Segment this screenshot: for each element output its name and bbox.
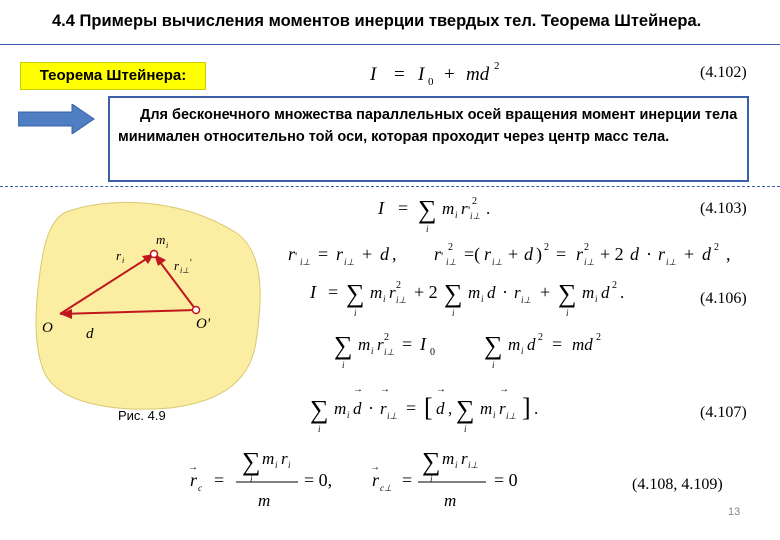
- svg-text:md: md: [466, 64, 490, 85]
- right-arrow-icon: [18, 104, 96, 134]
- eqno-4-107: (4.107): [700, 404, 747, 421]
- svg-text:.: .: [486, 199, 491, 218]
- svg-text:i: i: [426, 224, 429, 234]
- svg-text:,: ,: [726, 244, 731, 264]
- svg-text:i: i: [455, 210, 458, 220]
- figure-caption: Рис. 4.9: [118, 408, 166, 423]
- svg-text:d: d: [527, 335, 536, 354]
- svg-text:∑: ∑: [422, 447, 441, 476]
- svg-text:i: i: [354, 308, 357, 318]
- svg-text:d: d: [353, 399, 362, 418]
- svg-text:i⊥: i⊥: [300, 257, 311, 267]
- page-title: 4.4 Примеры вычисления моментов инерции твердых тел. Теорема Штейнера.: [52, 12, 702, 30]
- svg-text:r: r: [190, 470, 198, 490]
- svg-text:=: =: [328, 282, 339, 302]
- equation-4-106: [300, 274, 680, 320]
- svg-text:·: ·: [368, 398, 374, 418]
- svg-text:': ': [190, 258, 192, 269]
- svg-text:c: c: [198, 483, 202, 493]
- svg-text:': ': [295, 249, 298, 263]
- svg-text:2: 2: [544, 242, 549, 253]
- svg-text:d: d: [487, 283, 496, 302]
- label-mi: m: [156, 232, 166, 247]
- svg-text:i: i: [455, 460, 458, 470]
- svg-text:2: 2: [448, 242, 453, 253]
- svg-text:2: 2: [472, 196, 477, 207]
- svg-text:→: →: [188, 462, 198, 473]
- svg-text:r: r: [499, 399, 506, 418]
- svg-text:→: →: [353, 384, 363, 395]
- eqno-4-102: (4.102): [700, 64, 747, 81]
- svg-text:i⊥: i⊥: [468, 460, 479, 470]
- svg-text:r: r: [372, 470, 380, 490]
- svg-text:i⊥: i⊥: [446, 257, 457, 267]
- svg-text:+: +: [684, 244, 695, 264]
- svg-text:m: m: [334, 399, 347, 418]
- svg-text:I: I: [420, 334, 426, 354]
- svg-text:I: I: [418, 64, 425, 85]
- svg-text:m: m: [262, 449, 275, 468]
- svg-text:I: I: [310, 282, 316, 302]
- svg-text:r: r: [434, 244, 442, 264]
- page-number: 13: [728, 506, 741, 518]
- svg-text:∑: ∑: [310, 395, 329, 424]
- svg-text:d: d: [436, 399, 445, 418]
- eqno-4-108-4-109: (4.108, 4.109): [632, 476, 723, 493]
- svg-text:i: i: [430, 474, 433, 484]
- svg-text:m: m: [370, 283, 383, 302]
- svg-text:→: →: [499, 384, 509, 395]
- svg-text:∑: ∑: [334, 331, 353, 360]
- svg-text:2: 2: [596, 332, 601, 343]
- svg-text:= 0: = 0: [494, 470, 518, 490]
- svg-text:i⊥: i⊥: [470, 211, 481, 221]
- svg-text:i: i: [371, 346, 374, 356]
- svg-text:r: r: [461, 199, 468, 218]
- label-o-prime: O': [196, 316, 211, 332]
- svg-text:→: →: [380, 384, 390, 395]
- svg-text:m: m: [468, 283, 481, 302]
- svg-text:=: =: [214, 470, 225, 490]
- svg-text:i: i: [493, 410, 496, 420]
- svg-text:i: i: [481, 294, 484, 304]
- svg-text:i: i: [288, 460, 291, 470]
- svg-text:r: r: [336, 244, 344, 264]
- svg-text:2: 2: [714, 242, 719, 253]
- svg-text:i: i: [464, 424, 467, 434]
- svg-text:=(: =(: [464, 244, 481, 264]
- svg-text:m: m: [258, 491, 271, 510]
- svg-text:∑: ∑: [484, 331, 503, 360]
- svg-text:∑: ∑: [418, 195, 437, 224]
- svg-text:.: .: [534, 399, 539, 418]
- svg-text:m: m: [508, 335, 521, 354]
- svg-text:r: r: [658, 244, 666, 264]
- svg-text:i⊥: i⊥: [506, 411, 517, 421]
- svg-text:m: m: [358, 335, 371, 354]
- svg-text:d: d: [702, 244, 711, 264]
- svg-text:i⊥: i⊥: [180, 266, 190, 275]
- svg-text:·: ·: [646, 244, 652, 264]
- svg-text:+ 2: + 2: [600, 244, 624, 264]
- equation-4-102: [360, 56, 520, 90]
- svg-text:i: i: [166, 241, 169, 250]
- svg-text:m: m: [442, 199, 455, 218]
- svg-text:0: 0: [428, 76, 434, 88]
- point-mi: [151, 251, 158, 258]
- svg-text:·: ·: [502, 282, 508, 302]
- svg-text:i: i: [383, 294, 386, 304]
- svg-text:[: [: [424, 393, 433, 422]
- svg-text:∑: ∑: [242, 447, 261, 476]
- svg-text:i⊥: i⊥: [396, 295, 407, 305]
- svg-text:i⊥: i⊥: [521, 295, 532, 305]
- svg-text:+: +: [508, 244, 519, 264]
- svg-text:m: m: [444, 491, 457, 510]
- svg-text:∑: ∑: [346, 279, 365, 308]
- svg-text:r: r: [377, 335, 384, 354]
- svg-text:r: r: [380, 399, 387, 418]
- label-ri: r: [116, 248, 122, 263]
- eqno-4-103: (4.103): [700, 200, 747, 217]
- svg-text:i⊥: i⊥: [384, 347, 395, 357]
- svg-text:c⊥: c⊥: [380, 483, 392, 493]
- equation-4-107: [306, 380, 566, 440]
- svg-text:': ': [441, 249, 444, 263]
- svg-text:i: i: [452, 308, 455, 318]
- svg-text:2: 2: [396, 280, 401, 291]
- svg-text:r: r: [514, 283, 521, 302]
- svg-text:i⊥: i⊥: [344, 257, 355, 267]
- label-d: d: [86, 326, 94, 342]
- svg-text:=: =: [394, 64, 405, 85]
- svg-text:i: i: [566, 308, 569, 318]
- point-o-prime: [193, 307, 200, 314]
- svg-text:0: 0: [430, 347, 435, 358]
- svg-text:i: i: [521, 346, 524, 356]
- eqno-4-106: (4.106): [700, 290, 747, 307]
- svg-text:': ': [468, 203, 471, 217]
- svg-text:d: d: [380, 244, 389, 264]
- theorem-statement: Для бесконечного множества параллельных осей вращения момент инерции тела минимален относительно той оси, которая проходит через центр масс тела.: [118, 107, 738, 145]
- svg-text:2: 2: [494, 60, 500, 72]
- theorem-statement-box: [108, 96, 749, 182]
- svg-text:2: 2: [584, 242, 589, 253]
- svg-text:i: i: [275, 460, 278, 470]
- svg-text:): ): [536, 244, 542, 264]
- label-o: O: [42, 320, 53, 336]
- svg-text:r: r: [576, 244, 584, 264]
- equation-sum-identities: [330, 326, 650, 372]
- svg-text:md: md: [572, 335, 593, 354]
- svg-text:=: =: [556, 244, 567, 264]
- svg-text:i⊥: i⊥: [584, 257, 595, 267]
- svg-text:I: I: [370, 64, 377, 85]
- title-rule: [0, 44, 780, 45]
- svg-text:= 0,: = 0,: [304, 470, 333, 490]
- svg-text:=: =: [398, 198, 409, 218]
- svg-text:i⊥: i⊥: [666, 257, 677, 267]
- svg-text:r: r: [281, 449, 288, 468]
- svg-text:i: i: [318, 424, 321, 434]
- equation-r-prime: [284, 236, 774, 274]
- svg-text:i: i: [122, 256, 125, 265]
- svg-text:.: .: [620, 283, 625, 302]
- svg-text:i: i: [347, 410, 350, 420]
- svg-text:,: ,: [448, 399, 453, 418]
- theorem-badge: Теорема Штейнера:: [20, 62, 206, 90]
- svg-text:r: r: [389, 283, 396, 302]
- svg-text:2: 2: [384, 332, 389, 343]
- svg-text:i: i: [492, 360, 495, 370]
- svg-text:+: +: [362, 244, 373, 264]
- svg-text:]: ]: [522, 393, 531, 422]
- svg-text:d: d: [524, 244, 533, 264]
- body-shape: [36, 202, 260, 409]
- svg-text:∑: ∑: [456, 395, 475, 424]
- svg-text:i: i: [595, 294, 598, 304]
- svg-text:=: =: [402, 334, 413, 354]
- svg-text:2: 2: [538, 332, 543, 343]
- svg-text:→: →: [436, 384, 446, 395]
- svg-text:∑: ∑: [558, 279, 577, 308]
- svg-text:I: I: [378, 198, 384, 218]
- svg-text:+: +: [444, 64, 455, 85]
- svg-text:d: d: [630, 244, 639, 264]
- svg-text:i: i: [342, 360, 345, 370]
- svg-text:m: m: [442, 449, 455, 468]
- svg-text:i⊥: i⊥: [387, 411, 398, 421]
- svg-text:=: =: [406, 398, 417, 418]
- svg-text:+: +: [540, 282, 551, 302]
- svg-text:m: m: [582, 283, 595, 302]
- svg-text:=: =: [318, 244, 329, 264]
- svg-text:d: d: [601, 283, 610, 302]
- svg-text:=: =: [402, 470, 413, 490]
- svg-text:→: →: [370, 462, 380, 473]
- svg-text:r: r: [484, 244, 492, 264]
- svg-text:m: m: [480, 399, 493, 418]
- dashed-rule: [0, 186, 780, 188]
- figure-4-9: [30, 192, 270, 422]
- svg-text:2: 2: [612, 280, 617, 291]
- svg-text:i: i: [250, 474, 253, 484]
- svg-text:i⊥: i⊥: [492, 257, 503, 267]
- svg-text:=: =: [552, 334, 563, 354]
- svg-text:,: ,: [392, 244, 397, 264]
- svg-text:r: r: [288, 244, 296, 264]
- svg-text:+ 2: + 2: [414, 282, 438, 302]
- svg-text:∑: ∑: [444, 279, 463, 308]
- equation-4-108-4-109: [186, 442, 566, 518]
- label-ri-prime: r: [174, 258, 180, 273]
- equation-4-103: [370, 190, 530, 236]
- svg-text:r: r: [461, 449, 468, 468]
